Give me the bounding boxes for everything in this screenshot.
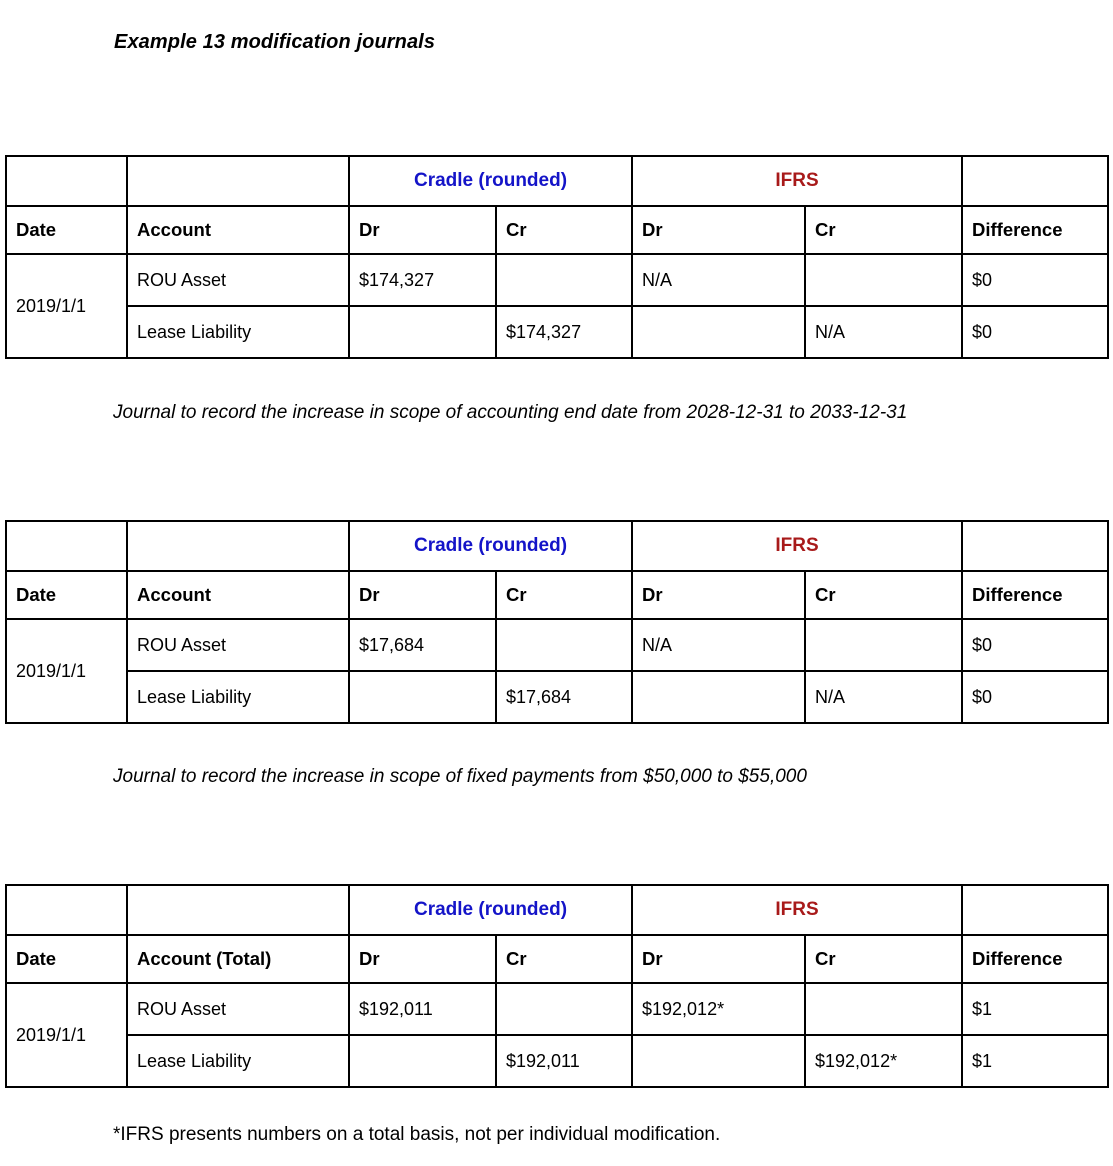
table-row [6, 983, 1108, 1035]
cell-ifrs-cr: N/A [805, 671, 962, 723]
group-header-spacer-date [6, 156, 127, 206]
group-header-cradle: Cradle (rounded) [349, 521, 632, 571]
column-header-date: Date [6, 571, 127, 619]
cell-cradle-cr: $174,327 [496, 306, 632, 358]
group-header-spacer-difference [962, 885, 1108, 935]
group-header-spacer-date [6, 521, 127, 571]
cell-cradle-cr [496, 254, 632, 306]
journal-table-2 [5, 520, 1109, 724]
column-header-ifrs-dr: Dr [632, 571, 805, 619]
column-header-cradle-cr: Cr [496, 206, 632, 254]
cell-date: 2019/1/1 [6, 983, 127, 1087]
cell-ifrs-cr [805, 619, 962, 671]
cell-ifrs-cr [805, 983, 962, 1035]
table-row [6, 254, 1108, 306]
group-header-cradle: Cradle (rounded) [349, 156, 632, 206]
cell-difference: $0 [962, 254, 1108, 306]
cell-account: ROU Asset [127, 983, 349, 1035]
cell-cradle-cr: $17,684 [496, 671, 632, 723]
cell-ifrs-dr: $192,012* [632, 983, 805, 1035]
column-header-date: Date [6, 935, 127, 983]
cell-ifrs-dr [632, 1035, 805, 1087]
cell-cradle-cr [496, 983, 632, 1035]
cell-ifrs-dr [632, 306, 805, 358]
table-row [6, 306, 1108, 358]
cell-ifrs-dr: N/A [632, 619, 805, 671]
cell-date: 2019/1/1 [6, 254, 127, 358]
journal-table-3 [5, 884, 1109, 1088]
cell-difference: $1 [962, 1035, 1108, 1087]
journal-block-3 [0, 884, 1113, 1088]
cell-account: Lease Liability [127, 671, 349, 723]
journal-block-2 [0, 520, 1113, 724]
page-title: Example 13 modification journals [114, 31, 436, 53]
group-header-cradle: Cradle (rounded) [349, 885, 632, 935]
cell-ifrs-cr: $192,012* [805, 1035, 962, 1087]
group-header-ifrs: IFRS [632, 885, 962, 935]
cell-ifrs-cr [805, 254, 962, 306]
column-header-account: Account [127, 571, 349, 619]
column-header-difference: Difference [962, 935, 1108, 983]
group-header-spacer-account [127, 521, 349, 571]
cell-ifrs-dr: N/A [632, 254, 805, 306]
cell-account: ROU Asset [127, 619, 349, 671]
column-header-difference: Difference [962, 571, 1108, 619]
cell-difference: $1 [962, 983, 1108, 1035]
group-header-ifrs: IFRS [632, 521, 962, 571]
journal-caption-1: Journal to record the increase in scope of accounting end date from 2028-12-31 to 2033-12-31 [113, 402, 908, 423]
group-header-spacer-account [127, 885, 349, 935]
table-row [6, 671, 1108, 723]
column-header-ifrs-dr: Dr [632, 206, 805, 254]
cell-cradle-cr: $192,011 [496, 1035, 632, 1087]
cell-difference: $0 [962, 306, 1108, 358]
group-header-spacer-difference [962, 156, 1108, 206]
journal-block-1 [0, 155, 1113, 359]
group-header-spacer-account [127, 156, 349, 206]
group-header-spacer-difference [962, 521, 1108, 571]
cell-cradle-dr [349, 1035, 496, 1087]
cell-cradle-dr [349, 306, 496, 358]
column-header-ifrs-cr: Cr [805, 571, 962, 619]
journal-caption-2: Journal to record the increase in scope of fixed payments from $50,000 to $55,000 [113, 766, 807, 787]
cell-cradle-dr: $17,684 [349, 619, 496, 671]
cell-cradle-dr [349, 671, 496, 723]
group-header-ifrs: IFRS [632, 156, 962, 206]
group-header-row [6, 521, 1108, 571]
column-header-cradle-dr: Dr [349, 935, 496, 983]
column-header-cradle-dr: Dr [349, 571, 496, 619]
cell-cradle-dr: $174,327 [349, 254, 496, 306]
column-header-ifrs-cr: Cr [805, 206, 962, 254]
journal-table-1 [5, 155, 1109, 359]
column-header-difference: Difference [962, 206, 1108, 254]
cell-account: ROU Asset [127, 254, 349, 306]
column-header-row [6, 571, 1108, 619]
cell-date: 2019/1/1 [6, 619, 127, 723]
cell-ifrs-cr: N/A [805, 306, 962, 358]
column-header-cradle-cr: Cr [496, 571, 632, 619]
cell-cradle-cr [496, 619, 632, 671]
footnote-ifrs-total-basis: *IFRS presents numbers on a total basis, not per individual modification. [113, 1124, 721, 1145]
column-header-ifrs-dr: Dr [632, 935, 805, 983]
column-header-row [6, 935, 1108, 983]
group-header-row [6, 885, 1108, 935]
column-header-account: Account (Total) [127, 935, 349, 983]
column-header-account: Account [127, 206, 349, 254]
column-header-ifrs-cr: Cr [805, 935, 962, 983]
cell-difference: $0 [962, 619, 1108, 671]
group-header-spacer-date [6, 885, 127, 935]
cell-account: Lease Liability [127, 306, 349, 358]
column-header-cradle-dr: Dr [349, 206, 496, 254]
table-row [6, 1035, 1108, 1087]
cell-account: Lease Liability [127, 1035, 349, 1087]
column-header-row [6, 206, 1108, 254]
column-header-date: Date [6, 206, 127, 254]
cell-difference: $0 [962, 671, 1108, 723]
cell-ifrs-dr [632, 671, 805, 723]
column-header-cradle-cr: Cr [496, 935, 632, 983]
group-header-row [6, 156, 1108, 206]
cell-cradle-dr: $192,011 [349, 983, 496, 1035]
table-row [6, 619, 1108, 671]
